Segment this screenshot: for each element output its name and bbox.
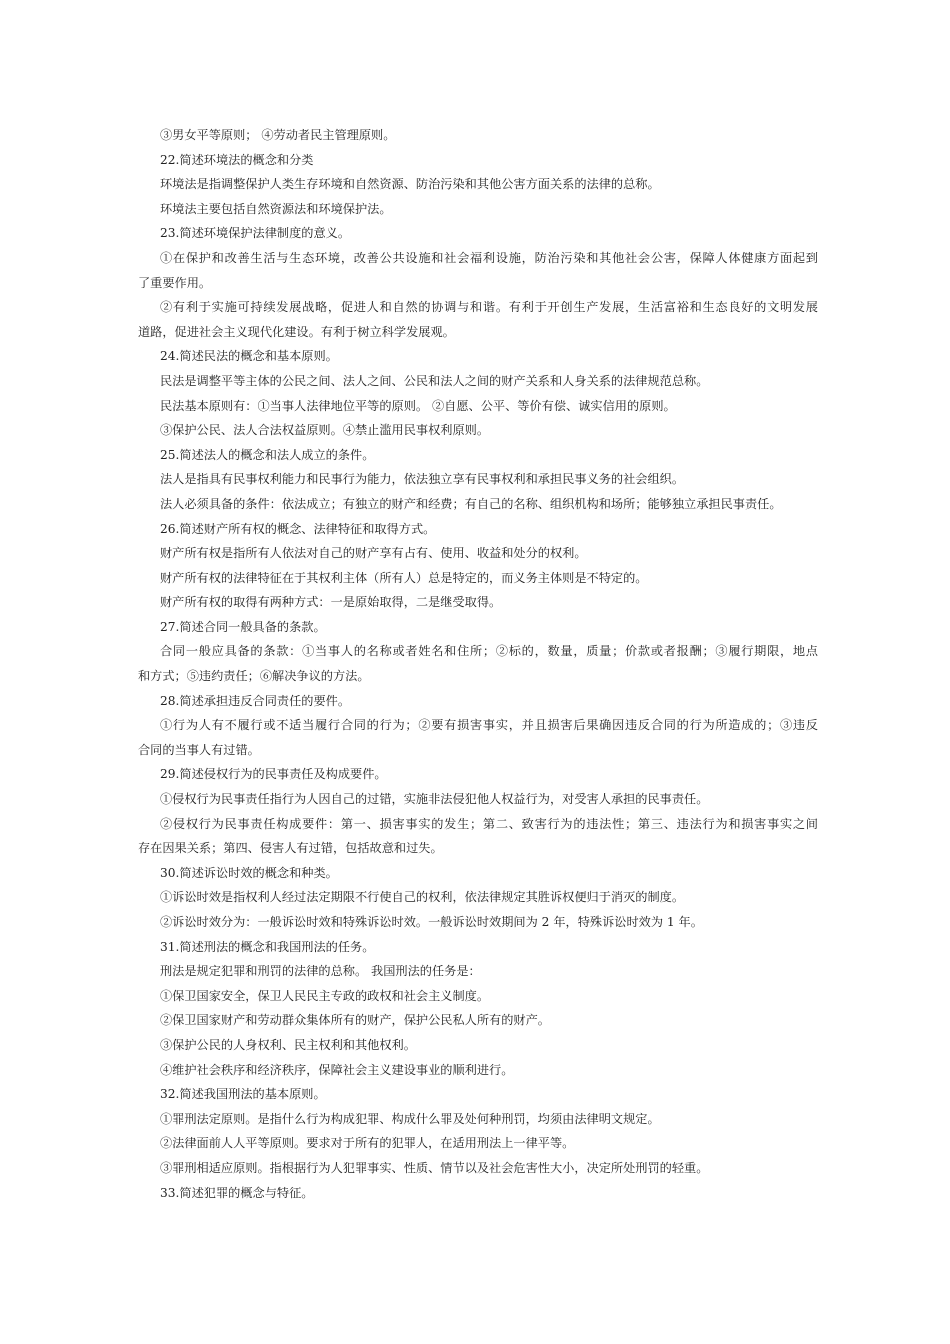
text-line: ③保护公民的人身权利、民主权利和其他权利。 xyxy=(160,1037,416,1052)
text-line: ③男女平等原则； ④劳动者民主管理原则。 xyxy=(160,128,396,142)
document-body xyxy=(138,123,818,1205)
text-line: ③罪刑相适应原则。指根据行为人犯罪事实、性质、情节以及社会危害性大小，决定所处刑罚的轻重。 xyxy=(160,1160,709,1175)
text-line: 合同一般应具备的条款：①当事人的名称或者姓名和住所；②标的，数量，质量；价款或者报酬；③履行期限，地点 xyxy=(160,644,818,659)
text-line: ①侵权行为民事责任指行为人因自己的过错，实施非法侵犯他人权益行为，对受害人承担的民事责任。 xyxy=(160,792,709,807)
text-line: 25.简述法人的概念和法人成立的条件。 xyxy=(160,447,375,462)
text-line: ②有利于实施可持续发展战略，促进人和自然的协调与和谐。有利于开创生产发展，生活富裕和生态良好的文明发展 xyxy=(160,300,818,315)
text-line: 刑法是规定犯罪和刑罚的法律的总称。 我国刑法的任务是： xyxy=(160,964,481,979)
text-line: 23.简述环境保护法律制度的意义。 xyxy=(160,226,351,241)
text-line: 27.简述合同一般具备的条款。 xyxy=(160,619,326,634)
text-line: ④维护社会秩序和经济秩序，保障社会主义建设事业的顺利进行。 xyxy=(160,1062,514,1077)
text-line: ①罪刑法定原则。是指什么行为构成犯罪、构成什么罪及处何种刑罚，均须由法律明文规定。 xyxy=(160,1111,660,1126)
text-line: 环境法是指调整保护人类生存环境和自然资源、防治污染和其他公害方面关系的法律的总称。 xyxy=(160,177,660,192)
text-line: ①保卫国家安全，保卫人民民主专政的政权和社会主义制度。 xyxy=(160,988,490,1003)
text-line: ①行为人有不履行或不适当履行合同的行为；②要有损害事实，并且损害后果确因违反合同的行为所造成的；③违反 xyxy=(160,718,818,733)
text-line: 33.简述犯罪的概念与特征。 xyxy=(160,1185,314,1200)
text-line: 30.简述诉讼时效的概念和种类。 xyxy=(160,865,338,880)
text-line: 32.简述我国刑法的基本原则。 xyxy=(160,1087,326,1102)
text-line: ②法律面前人人平等原则。要求对于所有的犯罪人，在适用刑法上一律平等。 xyxy=(160,1136,575,1151)
text-line: 存在因果关系；第四、侵害人有过错，包括故意和过失。 xyxy=(138,841,443,856)
text-line: ③保护公民、法人合法权益原则。④禁止滥用民事权利原则。 xyxy=(160,423,490,438)
text-line: 财产所有权的取得有两种方式：一是原始取得，二是继受取得。 xyxy=(160,595,502,610)
text-line: ①诉讼时效是指权利人经过法定期限不行使自己的权利，依法律规定其胜诉权便归于消灭的制度。 xyxy=(160,890,685,905)
text-line: 24.简述民法的概念和基本原则。 xyxy=(160,349,338,364)
text-line: 财产所有权的法律特征在于其权利主体（所有人）总是特定的，而义务主体则是不特定的。 xyxy=(160,570,648,585)
text-line: 了重要作用。 xyxy=(138,275,212,290)
text-line: 和方式；⑤违约责任；⑥解决争议的方法。 xyxy=(138,669,370,684)
text-line: 民法基本原则有：①当事人法律地位平等的原则。 ②自愿、公平、等价有偿、诚实信用的原则。 xyxy=(160,398,676,413)
text-line: ②侵权行为民事责任构成要件：第一、损害事实的发生；第二、致害行为的违法性；第三、违法行为和损害事实之间 xyxy=(160,816,818,831)
text-line: 28.简述承担违反合同责任的要件。 xyxy=(160,693,351,708)
text-line: ②保卫国家财产和劳动群众集体所有的财产，保护公民私人所有的财产。 xyxy=(160,1013,550,1028)
text-line: 环境法主要包括自然资源法和环境保护法。 xyxy=(160,201,392,216)
text-line: 22.简述环境法的概念和分类 xyxy=(160,152,314,167)
text-line: 29.简述侵权行为的民事责任及构成要件。 xyxy=(160,767,387,782)
text-line: 道路，促进社会主义现代化建设。有利于树立科学发展观。 xyxy=(138,324,455,339)
text-line: 31.简述刑法的概念和我国刑法的任务。 xyxy=(160,939,375,954)
text-line: 民法是调整平等主体的公民之间、法人之间、公民和法人之间的财产关系和人身关系的法律规范总称。 xyxy=(160,373,709,388)
text-line: ②诉讼时效分为：一般诉讼时效和特殊诉讼时效。一般诉讼时效期间为 2 年，特殊诉讼时效为 1 年。 xyxy=(160,915,703,929)
text-line: 合同的当事人有过错。 xyxy=(138,742,260,757)
text-line: 26.简述财产所有权的概念、法律特征和取得方式。 xyxy=(160,521,436,536)
text-line: 财产所有权是指所有人依法对自己的财产享有占有、使用、收益和处分的权利。 xyxy=(160,546,587,561)
text-line: ①在保护和改善生活与生态环境，改善公共设施和社会福利设施，防治污染和其他社会公害，保障人体健康方面起到 xyxy=(160,250,818,265)
text-line: 法人必须具备的条件：依法成立；有独立的财产和经费；有自己的名称、组织机构和场所；能够独立承担民事责任。 xyxy=(160,496,782,511)
text-line: 法人是指具有民事权利能力和民事行为能力，依法独立享有民事权利和承担民事义务的社会组织。 xyxy=(160,472,685,487)
